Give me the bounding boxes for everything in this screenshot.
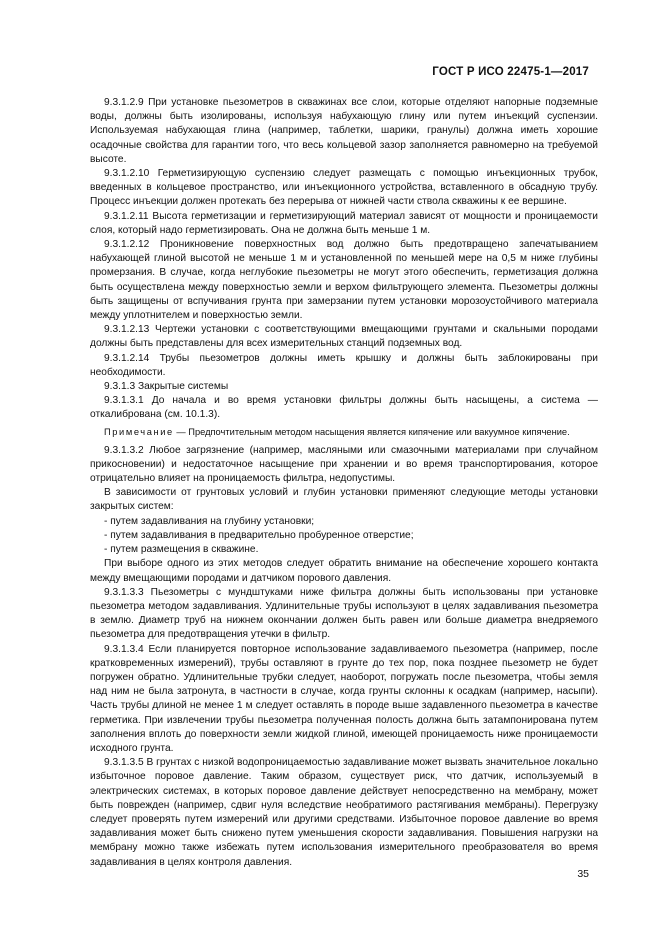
list-item: - путем задавливания в предварительно пробуренное отверстие; <box>104 529 414 541</box>
paragraph: В зависимости от грунтовых условий и глубин установки применяют следующие методы установки закрытых систем: <box>90 487 598 513</box>
note-label: Примечание <box>104 426 174 437</box>
section-heading: 9.3.1.3 Закрытые системы <box>104 381 229 393</box>
paragraph: 9.3.1.2.10 Герметизирующую суспензию следует размещать с помощью инъекционных трубок, введенных в кольцевое пространство, или инъекционного устройства, вставленного в обсадную трубу. Процесс инъекции должен протекать без перерыва от нижней части ствола скважины к ее вершине. <box>90 168 598 208</box>
paragraph: 9.3.1.2.12 Проникновение поверхностных вод должно быть предотвращено запечатыванием набухающей глиной высотой не меньше 1 м и установленной по меньшей мере на 0,5 м ниже глубины промерзания. В случае, когда неглубокие пьезометры не могут этого обеспечить, герметизация должна быть осуществлена между поверхностью земли и верхом фильтрующего элемента. Пьезометры должны быть защищены от вспучивания грунта при замерзании путем установки морозоустойчивого материала между уплотнителем и поверхностью земли. <box>90 239 598 322</box>
paragraph: 9.3.1.2.14 Трубы пьезометров должны иметь крышку и должны быть заблокированы при необходимости. <box>90 352 598 378</box>
methods-list <box>90 515 598 558</box>
paragraph: 9.3.1.3.1 До начала и во время установки фильтры должны быть насыщены, а система — откалибрована (см. 10.1.3). <box>90 395 598 421</box>
standard-header: ГОСТ Р ИСО 22475-1—2017 <box>432 66 589 78</box>
paragraph: 9.3.1.2.9 При установке пьезометров в скважинах все слои, которые отделяют напорные подземные воды, должны быть изолированы, используя набухающую глину или путем инъекций суспензии. Используемая набухающая глина (например, таблетки, шарики, гранулы) должна иметь хорошие осадочные свойства для гарантии того, что весь кольцевой зазор заполняется равномерно на требуемой высоте. <box>90 97 598 165</box>
paragraph: 9.3.1.2.11 Высота герметизации и герметизирующий материал зависят от мощности и проницаемости слоя, который надо герметизировать. Она не должна быть меньше 1 м. <box>90 210 598 236</box>
list-item: - путем размещения в скважине. <box>104 544 259 556</box>
paragraph: 9.3.1.3.4 Если планируется повторное использование задавливаемого пьезометра (например, после кратковременных измерений), трубы оставляют в грунте до тех пор, пока позднее пьезометр не будет погружен обратно. Удлинительные трубки следует, наоборот, погружать после пьезометра, чтобы земля над ним не была затронута, в частности в случае, когда грунты склонны к осадкам (например, насыпи). Часть трубы длиной не менее 1 м следует оставлять в породе выше задавленного пьезометра в качестве герметика. При извлечении трубы пьезометра полученная полость должна быть затампонирована путем заполнения вплоть до поверхности земли жидкой глиной, имеющей проницаемость ниже проницаемости исходного грунта. <box>90 643 598 754</box>
note-paragraph <box>90 426 598 439</box>
paragraph: 9.3.1.3.2 Любое загрязнение (например, масляными или смазочными материалами при случайном прикосновении) и недостаточное насыщение при хранении и во время транспортирования, которое отрицательно влияет на проницаемость фильтра, недопустимы. <box>90 444 598 485</box>
note-text: — Предпочтительным методом насыщения является кипячение или вакуумное кипячение. <box>173 426 570 437</box>
paragraph: 9.3.1.2.13 Чертежи установки с соответствующими вмещающими грунтами и скальными породами должны быть представлены для всех измерительных станций подземных вод. <box>90 324 598 350</box>
page-number: 35 <box>577 868 589 880</box>
paragraph: 9.3.1.3.3 Пьезометры с мундштуками ниже фильтра должны быть использованы при установке пьезометра методом задавливания. Удлинительные трубы используют в целях задавливания пьезометра в землю. Диаметр труб на нижнем окончании должен быть равен или больше диаметра внедряемого пьезометра для предотвращения утечки в фильтр. <box>90 586 598 641</box>
document-body <box>90 96 598 870</box>
paragraph: 9.3.1.3.5 В грунтах с низкой водопроницаемостью задавливание может вызвать значительное локально избыточное поровое давление. Таким образом, существует риск, что датчик, используемый в электрических системах, в которых поровое давление действует непосредственно на мембрану, может быть поврежден (например, сдвиг нуля вследствие необратимого растягивания мембраны). Перегрузку следует проверять путем измерений или другими средствами. Избыточное поровое давление во время задавливания может быть снижено путем уменьшения скорости задавливания. Повышения нагрузки на мембрану можно также избежать путем использования измерительного преобразователя во время задавливания в целях контроля давления. <box>90 757 598 868</box>
list-item: - путем задавливания на глубину установки; <box>104 515 315 527</box>
paragraph: При выборе одного из этих методов следует обратить внимание на обеспечение хорошего контакта между вмещающими породами и датчиком порового давления. <box>90 558 598 584</box>
